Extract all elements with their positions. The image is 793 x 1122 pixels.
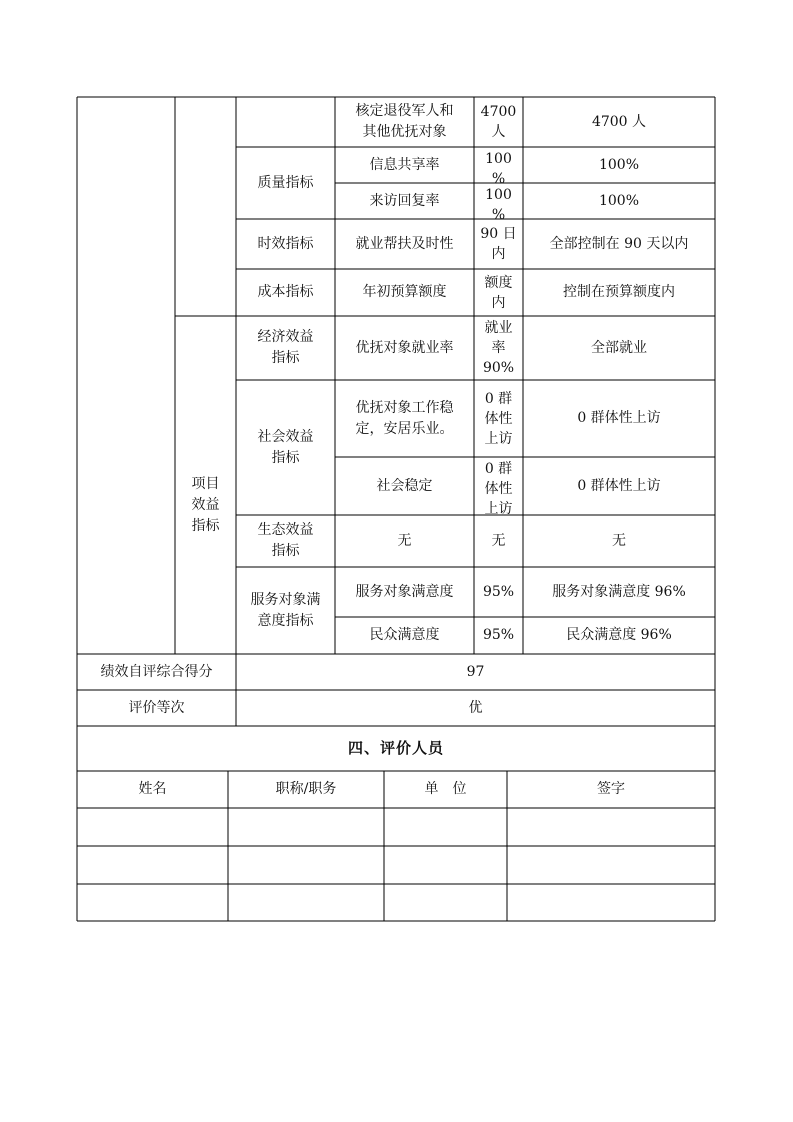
category-quality: 质量指标 xyxy=(257,174,314,191)
indicator-actual: 100% xyxy=(598,156,640,173)
indicator-item: 民众满意度 xyxy=(369,627,440,643)
indicator-value: 0 群 体性 上访 xyxy=(484,390,513,447)
indicator-actual: 无 xyxy=(612,532,626,549)
indicator-value: 100 % xyxy=(485,151,512,183)
category-ecological: 生态效益 指标 xyxy=(257,522,314,559)
indicator-item: 无 xyxy=(397,532,412,549)
indicator-actual: 民众满意度 96% xyxy=(566,627,672,643)
indicator-actual: 服务对象满意度 96% xyxy=(552,583,686,600)
column-header-name: 姓名 xyxy=(138,781,167,797)
indicator-actual: 4700 人 xyxy=(591,113,647,130)
indicator-value: 额度 内 xyxy=(484,274,513,311)
grade-label: 评价等次 xyxy=(128,699,185,716)
indicator-value: 95% xyxy=(482,627,515,643)
category-timeliness: 时效指标 xyxy=(257,235,314,252)
indicator-value: 就业 率 90% xyxy=(482,320,515,376)
evaluator-signature-cell xyxy=(507,884,715,921)
indicator-value: 无 xyxy=(491,532,506,549)
indicator-item: 优抚对象就业率 xyxy=(355,339,454,356)
indicator-value: 0 群 体性 上访 xyxy=(484,461,513,515)
indicator-actual: 控制在预算额度内 xyxy=(563,284,675,300)
evaluator-name-cell xyxy=(77,846,228,884)
indicator-actual: 0 群体性上访 xyxy=(577,410,661,426)
indicator-item: 优抚对象工作稳 定，安居乐业。 xyxy=(355,399,454,437)
category-economic: 经济效益 指标 xyxy=(257,329,314,366)
indicator-item: 就业帮扶及时性 xyxy=(355,235,454,252)
category-satisfaction: 服务对象满 意度指标 xyxy=(250,591,321,629)
indicator-item: 年初预算额度 xyxy=(362,284,447,300)
indicator-actual: 100% xyxy=(598,192,640,209)
evaluator-signature-cell xyxy=(507,846,715,884)
evaluator-name-cell xyxy=(77,808,228,846)
grade-value: 优 xyxy=(468,699,483,716)
section-title-evaluators: 四、评价人员 xyxy=(347,739,444,757)
indicator-value: 100 % xyxy=(485,187,512,219)
evaluator-title-cell xyxy=(228,846,384,884)
score-value: 97 xyxy=(466,663,485,680)
group-benefit-indicators: 项目 效益 指标 xyxy=(191,475,220,534)
indicator-item: 信息共享率 xyxy=(369,156,440,173)
evaluator-title-cell xyxy=(228,884,384,921)
indicator-value: 90 日 内 xyxy=(480,226,517,262)
indicator-actual: 全部就业 xyxy=(591,339,647,356)
score-label: 绩效自评综合得分 xyxy=(100,663,213,680)
evaluator-signature-cell xyxy=(507,808,715,846)
evaluator-unit-cell xyxy=(384,884,507,921)
category-social: 社会效益 指标 xyxy=(257,428,314,466)
indicator-value: 4700 人 xyxy=(480,104,517,140)
evaluator-unit-cell xyxy=(384,808,507,846)
column-header-title: 职称/职务 xyxy=(275,781,337,797)
indicator-actual: 0 群体性上访 xyxy=(577,477,661,494)
indicator-item: 社会稳定 xyxy=(376,477,433,494)
indicator-item: 服务对象满意度 xyxy=(355,583,454,600)
column-header-unit: 单 位 xyxy=(424,781,467,797)
indicator-item: 核定退役军人和 其他优抚对象 xyxy=(355,103,454,140)
evaluator-name-cell xyxy=(77,884,228,921)
evaluator-unit-cell xyxy=(384,846,507,884)
indicator-value: 95% xyxy=(482,583,515,600)
indicator-item: 来访回复率 xyxy=(369,192,440,209)
column-header-signature: 签字 xyxy=(597,781,625,797)
category-cost: 成本指标 xyxy=(257,284,314,300)
evaluator-title-cell xyxy=(228,808,384,846)
indicator-actual: 全部控制在 90 天以内 xyxy=(549,235,689,252)
